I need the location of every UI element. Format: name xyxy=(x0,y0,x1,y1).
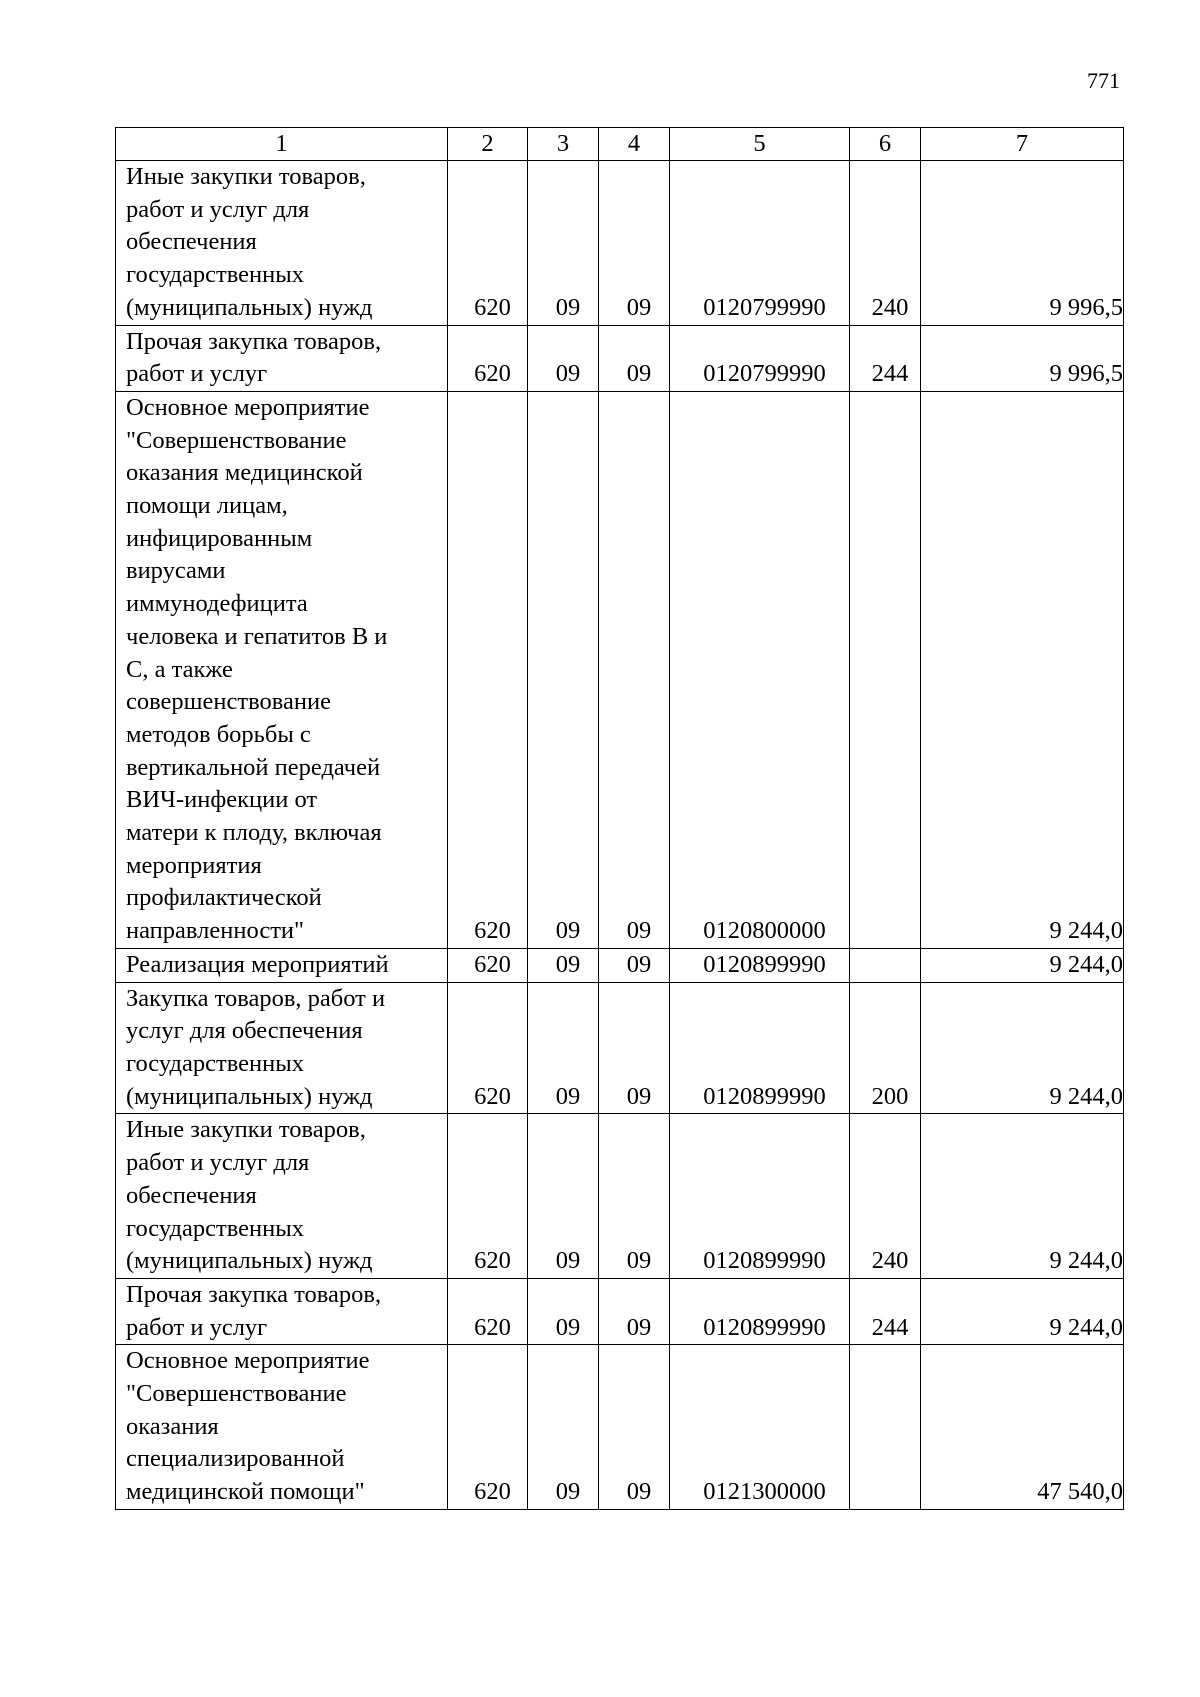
row-csr: 0120799990 xyxy=(670,325,850,391)
row-pr: 09 xyxy=(599,948,670,982)
header-col-5: 5 xyxy=(670,128,850,161)
table-row xyxy=(116,161,1124,326)
row-rz: 09 xyxy=(528,1278,599,1344)
row-name: Иные закупки товаров, работ и услуг для обеспечения государственных (муниципальных) нужд xyxy=(116,1114,448,1279)
row-pr: 09 xyxy=(599,982,670,1114)
row-sum: 9 996,5 xyxy=(921,161,1124,326)
row-rz: 09 xyxy=(528,1114,599,1279)
header-col-2: 2 xyxy=(448,128,528,161)
header-col-1: 1 xyxy=(116,128,448,161)
row-pr: 09 xyxy=(599,1114,670,1279)
row-vr xyxy=(850,391,921,948)
row-pr: 09 xyxy=(599,1345,670,1510)
row-pr: 09 xyxy=(599,391,670,948)
row-ved: 620 xyxy=(448,1345,528,1510)
row-vr: 244 xyxy=(850,1278,921,1344)
row-csr: 0120799990 xyxy=(670,161,850,326)
row-sum: 47 540,0 xyxy=(921,1345,1124,1510)
row-vr: 244 xyxy=(850,325,921,391)
page-number: 771 xyxy=(1087,68,1120,93)
table-row xyxy=(116,391,1124,948)
row-vr: 240 xyxy=(850,1114,921,1279)
row-sum: 9 244,0 xyxy=(921,1114,1124,1279)
row-name: Закупка товаров, работ и услуг для обеспечения государственных (муниципальных) нужд xyxy=(116,982,448,1114)
row-ved: 620 xyxy=(448,325,528,391)
row-csr: 0120899990 xyxy=(670,1278,850,1344)
row-csr: 0120899990 xyxy=(670,948,850,982)
row-rz: 09 xyxy=(528,948,599,982)
row-rz: 09 xyxy=(528,982,599,1114)
row-sum: 9 996,5 xyxy=(921,325,1124,391)
row-pr: 09 xyxy=(599,1278,670,1344)
row-ved: 620 xyxy=(448,161,528,326)
header-col-6: 6 xyxy=(850,128,921,161)
table-row xyxy=(116,982,1124,1114)
row-vr: 200 xyxy=(850,982,921,1114)
header-col-3: 3 xyxy=(528,128,599,161)
row-csr: 0120899990 xyxy=(670,1114,850,1279)
row-ved: 620 xyxy=(448,1114,528,1279)
row-ved: 620 xyxy=(448,391,528,948)
row-sum: 9 244,0 xyxy=(921,948,1124,982)
table-row xyxy=(116,948,1124,982)
row-csr: 0121300000 xyxy=(670,1345,850,1510)
row-sum: 9 244,0 xyxy=(921,982,1124,1114)
table-row xyxy=(116,1345,1124,1510)
header-col-7: 7 xyxy=(921,128,1124,161)
row-vr xyxy=(850,948,921,982)
row-name: Прочая закупка товаров, работ и услуг xyxy=(116,325,448,391)
row-csr: 0120800000 xyxy=(670,391,850,948)
row-rz: 09 xyxy=(528,161,599,326)
row-vr: 240 xyxy=(850,161,921,326)
row-sum: 9 244,0 xyxy=(921,1278,1124,1344)
row-rz: 09 xyxy=(528,391,599,948)
table-row xyxy=(116,325,1124,391)
table-body xyxy=(116,161,1124,1510)
header-row xyxy=(116,128,1124,161)
budget-table xyxy=(115,127,1124,1510)
row-sum: 9 244,0 xyxy=(921,391,1124,948)
row-name: Прочая закупка товаров, работ и услуг xyxy=(116,1278,448,1344)
row-ved: 620 xyxy=(448,948,528,982)
row-ved: 620 xyxy=(448,982,528,1114)
row-rz: 09 xyxy=(528,1345,599,1510)
row-name: Иные закупки товаров, работ и услуг для обеспечения государственных (муниципальных) нужд xyxy=(116,161,448,326)
row-pr: 09 xyxy=(599,325,670,391)
row-name: Реализация мероприятий xyxy=(116,948,448,982)
header-col-4: 4 xyxy=(599,128,670,161)
table-row xyxy=(116,1114,1124,1279)
row-pr: 09 xyxy=(599,161,670,326)
row-vr xyxy=(850,1345,921,1510)
row-ved: 620 xyxy=(448,1278,528,1344)
row-csr: 0120899990 xyxy=(670,982,850,1114)
row-name: Основное мероприятие "Совершенствование оказания специализированной медицинской помощи" xyxy=(116,1345,448,1510)
table-row xyxy=(116,1278,1124,1344)
row-rz: 09 xyxy=(528,325,599,391)
row-name: Основное мероприятие "Совершенствование оказания медицинской помощи лицам, инфицированным вирусами иммунодефицита человека и гепатитов B и C, а также совершенствование методов борьбы с вертикальной передачей ВИЧ-инфекции от матери к плоду, включая мероприятия профилактической направленности" xyxy=(116,391,448,948)
